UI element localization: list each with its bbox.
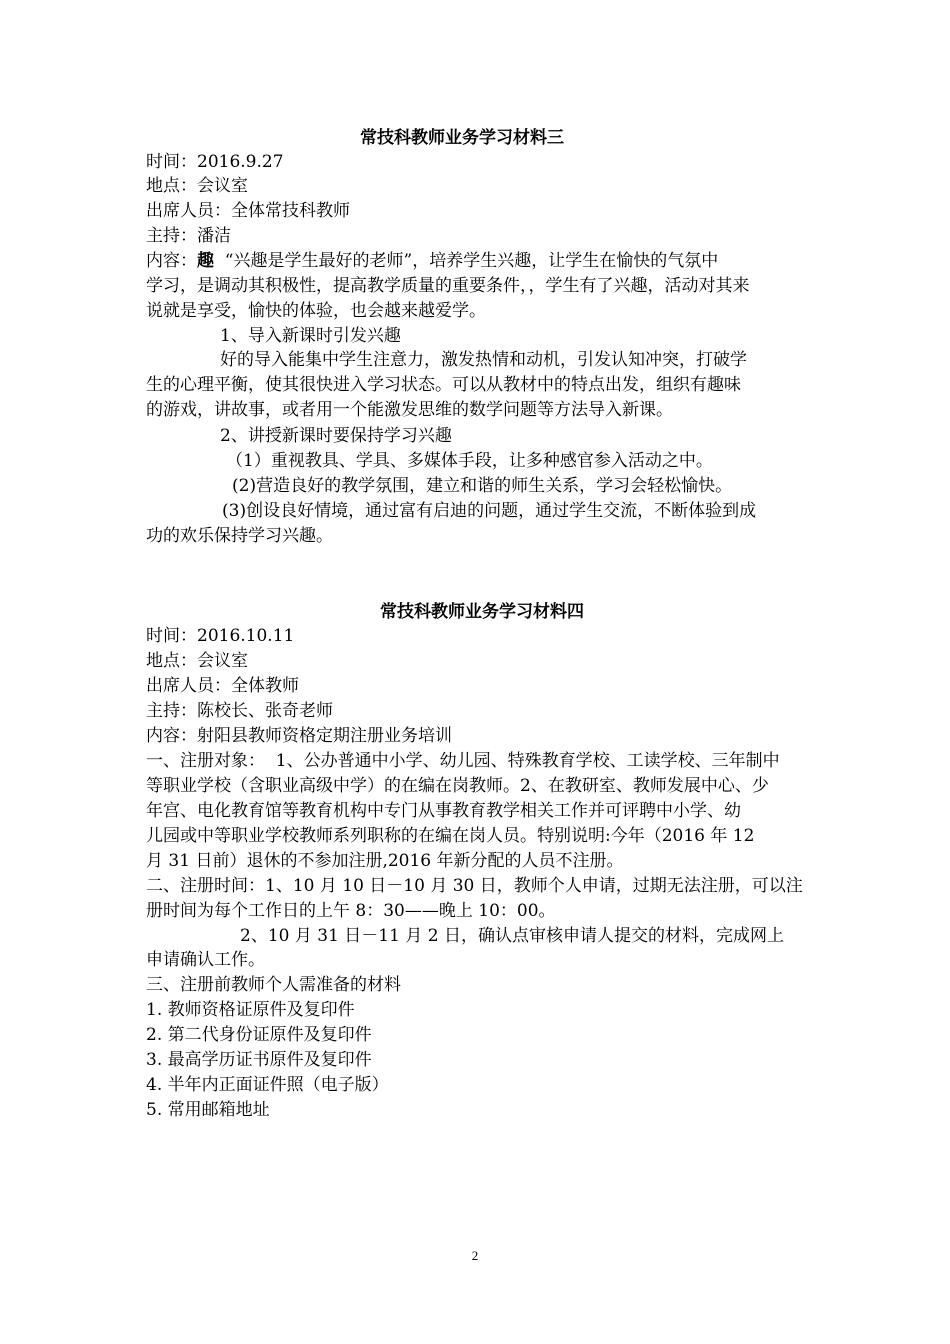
section4-paragraph-line: 年宫、电化教育馆等教育机构中专门从事教育教学相关工作并可评聘中小学、幼: [146, 801, 741, 821]
section3-subheading: 2、讲授新课时要保持学习兴趣: [220, 426, 452, 446]
section4-paragraph-line: 一、注册对象： 1、公办普通中小学、幼儿园、特殊教育学校、工读学校、三年制中: [146, 751, 780, 771]
section4-paragraph-line: 申请确认工作。: [146, 950, 265, 970]
section4-time: 时间：2016.10.11: [146, 626, 295, 646]
section3-content-keyword: 趣: [197, 251, 214, 271]
section4-paragraph-line: 二、注册时间：1、10 月 10 日－10 月 30 日，教师个人申请，过期无法注册，可以注: [146, 876, 803, 896]
section4-host: 主持：陈校长、张奇老师: [146, 701, 333, 721]
section3-paragraph-line: “兴趣是学生最好的老师”，培养学生兴趣，让学生在愉快的气氛中: [214, 251, 719, 271]
section3-subheading: 1、导入新课时引发兴趣: [220, 326, 401, 346]
section3-time: 时间：2016.9.27: [146, 152, 284, 172]
section4-list-item: 1. 教师资格证原件及复印件: [146, 1000, 355, 1020]
section3-content-line: [146, 249, 718, 273]
section4-list-item: 2. 第二代身份证原件及复印件: [146, 1025, 372, 1045]
section3-paragraph-line: 学习，是调动其积极性，提高教学质量的重要条件，，学生有了兴趣，活动对其来: [146, 276, 750, 296]
section4-content: 内容：射阳县教师资格定期注册业务培训: [146, 726, 452, 746]
section4-paragraph-line: 月 31 日前）退休的不参加注册,2016 年新分配的人员不注册。: [146, 851, 624, 871]
section3-paragraph-line: 功的欢乐保持学习兴趣。: [146, 526, 333, 546]
section4-subheading: 三、注册前教师个人需准备的材料: [146, 975, 401, 995]
section4-list-item: 3. 最高学历证书原件及复印件: [146, 1050, 372, 1070]
section3-paragraph-line: 生的心理平衡，使其很快进入学习状态。可以从教材中的特点出发，组织有趣味: [146, 375, 741, 395]
section3-paragraph-line: 说就是享受，愉快的体验，也会越来越爱学。: [146, 301, 486, 321]
section4-place: 地点：会议室: [146, 651, 248, 671]
section3-list-item: （1）重视教具、学具、多媒体手段，让多种感官参入活动之中。: [226, 451, 713, 471]
section4-list-item: 5. 常用邮箱地址: [146, 1100, 270, 1120]
section4-paragraph-line: 册时间为每个工作日的上午 8：30——晚上 10：00。: [146, 901, 556, 921]
section3-paragraph-line: 好的导入能集中学生注意力，激发热情和动机，引发认知冲突，打破学: [220, 350, 747, 370]
page-number: 2: [471, 1248, 479, 1263]
section4-paragraph-line: 儿园或中等职业学校教师系列职称的在编在岗人员。特别说明:今年（2016 年 12: [146, 826, 755, 846]
section3-host: 主持：潘洁: [146, 226, 231, 246]
section4-title: 常技科教师业务学习材料四: [380, 602, 584, 622]
section3-list-item: (3)创设良好情境，通过富有启迪的问题，通过学生交流，不断体验到成: [222, 501, 757, 521]
section4-attendees: 出席人员：全体教师: [146, 676, 299, 696]
section3-title: 常技科教师业务学习材料三: [360, 128, 564, 148]
section4-list-item: 4. 半年内正面证件照（电子版）: [146, 1075, 389, 1095]
section3-attendees: 出席人员：全体常技科教师: [146, 201, 350, 221]
section3-place: 地点：会议室: [146, 176, 248, 196]
section3-paragraph-line: 的游戏，讲故事，或者用一个能激发思维的数学问题等方法导入新课。: [146, 400, 673, 420]
section4-paragraph-line: 2、10 月 31 日－11 月 2 日，确认点审核申请人提交的材料，完成网上: [240, 926, 784, 946]
section3-list-item: (2)营造良好的教学氛围，建立和谐的师生关系，学习会轻松愉快。: [232, 476, 733, 496]
section4-paragraph-line: 等职业学校（含职业高级中学）的在编在岗教师。2、在教研室、教师发展中心、少: [146, 776, 769, 796]
section3-content-label: 内容：: [146, 251, 197, 271]
